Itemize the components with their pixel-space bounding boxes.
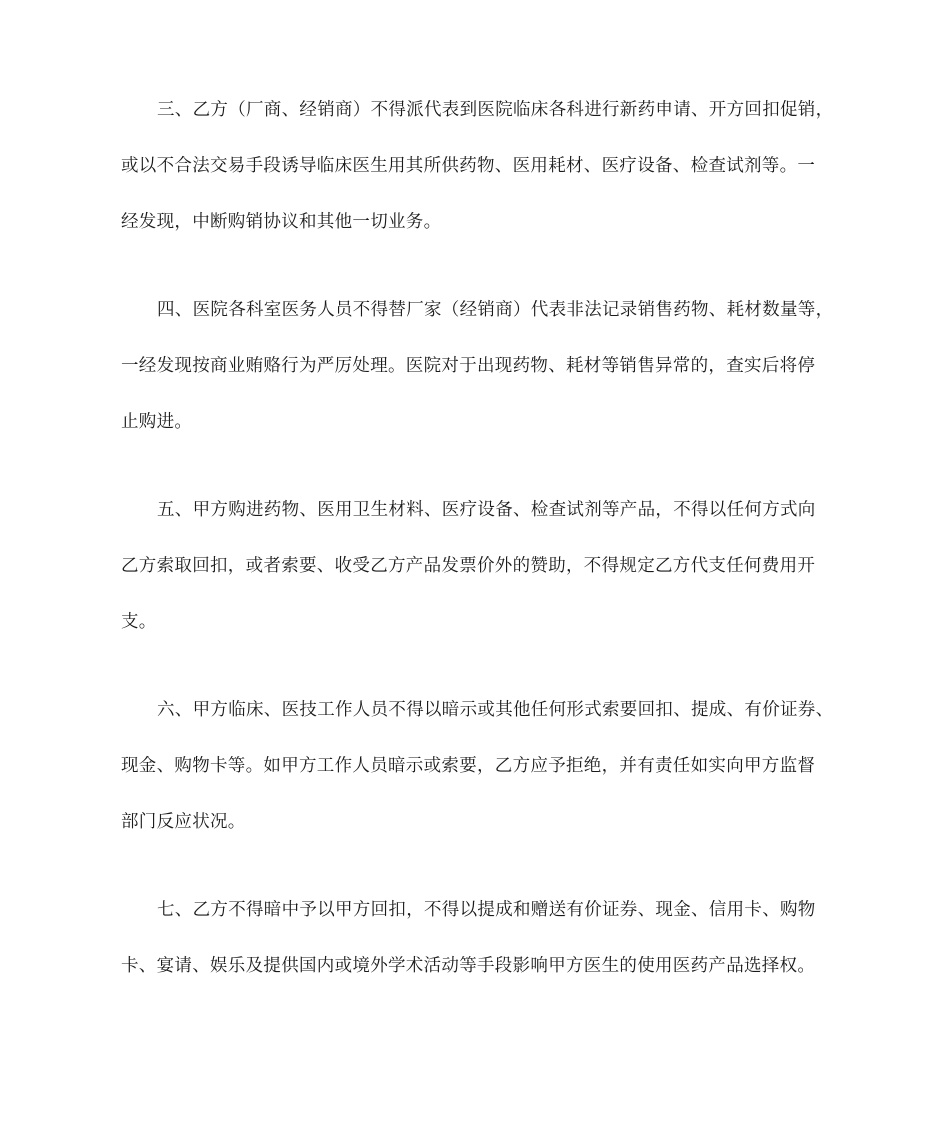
paragraph-line: 支。 <box>121 612 157 632</box>
paragraph-line: 一经发现按商业贿赂行为严厉处理。医院对于出现药物、耗材等销售异常的，查实后将停 <box>121 356 816 376</box>
paragraph-line: 六、甲方临床、医技工作人员不得以暗示或其他任何形式索要回扣、提成、有价证券、 <box>157 700 834 720</box>
paragraph-line: 经发现，中断购销协议和其他一切业务。 <box>121 212 442 232</box>
paragraph-line: 四、医院各科室医务人员不得替厂家（经销商）代表非法记录销售药物、耗材数量等， <box>157 300 834 320</box>
paragraph-line: 五、甲方购进药物、医用卫生材料、医疗设备、检查试剂等产品，不得以任何方式向 <box>157 500 816 520</box>
paragraph-line: 或以不合法交易手段诱导临床医生用其所供药物、医用耗材、医疗设备、检查试剂等。一 <box>121 156 816 176</box>
paragraph-clause-3 <box>121 96 841 236</box>
paragraph-line: 止购进。 <box>121 412 193 432</box>
paragraph-line: 三、乙方（厂商、经销商）不得派代表到医院临床各科进行新药申请、开方回扣促销， <box>157 100 834 120</box>
paragraph-line: 七、乙方不得暗中予以甲方回扣，不得以提成和赠送有价证券、现金、信用卡、购物 <box>157 900 816 920</box>
paragraph-clause-5 <box>121 496 841 636</box>
paragraph-line: 现金、购物卡等。如甲方工作人员暗示或索要，乙方应予拒绝，并有责任如实向甲方监督 <box>121 756 816 776</box>
paragraph-line: 卡、宴请、娱乐及提供国内或境外学术活动等手段影响甲方医生的使用医药产品选择权。 <box>121 956 816 976</box>
paragraph-line: 部门反应状况。 <box>121 812 246 832</box>
paragraph-clause-7 <box>121 896 841 980</box>
paragraph-line: 乙方索取回扣，或者索要、收受乙方产品发票价外的赞助，不得规定乙方代支任何费用开 <box>121 556 816 576</box>
paragraph-clause-6 <box>121 696 841 836</box>
paragraph-clause-4 <box>121 296 841 436</box>
